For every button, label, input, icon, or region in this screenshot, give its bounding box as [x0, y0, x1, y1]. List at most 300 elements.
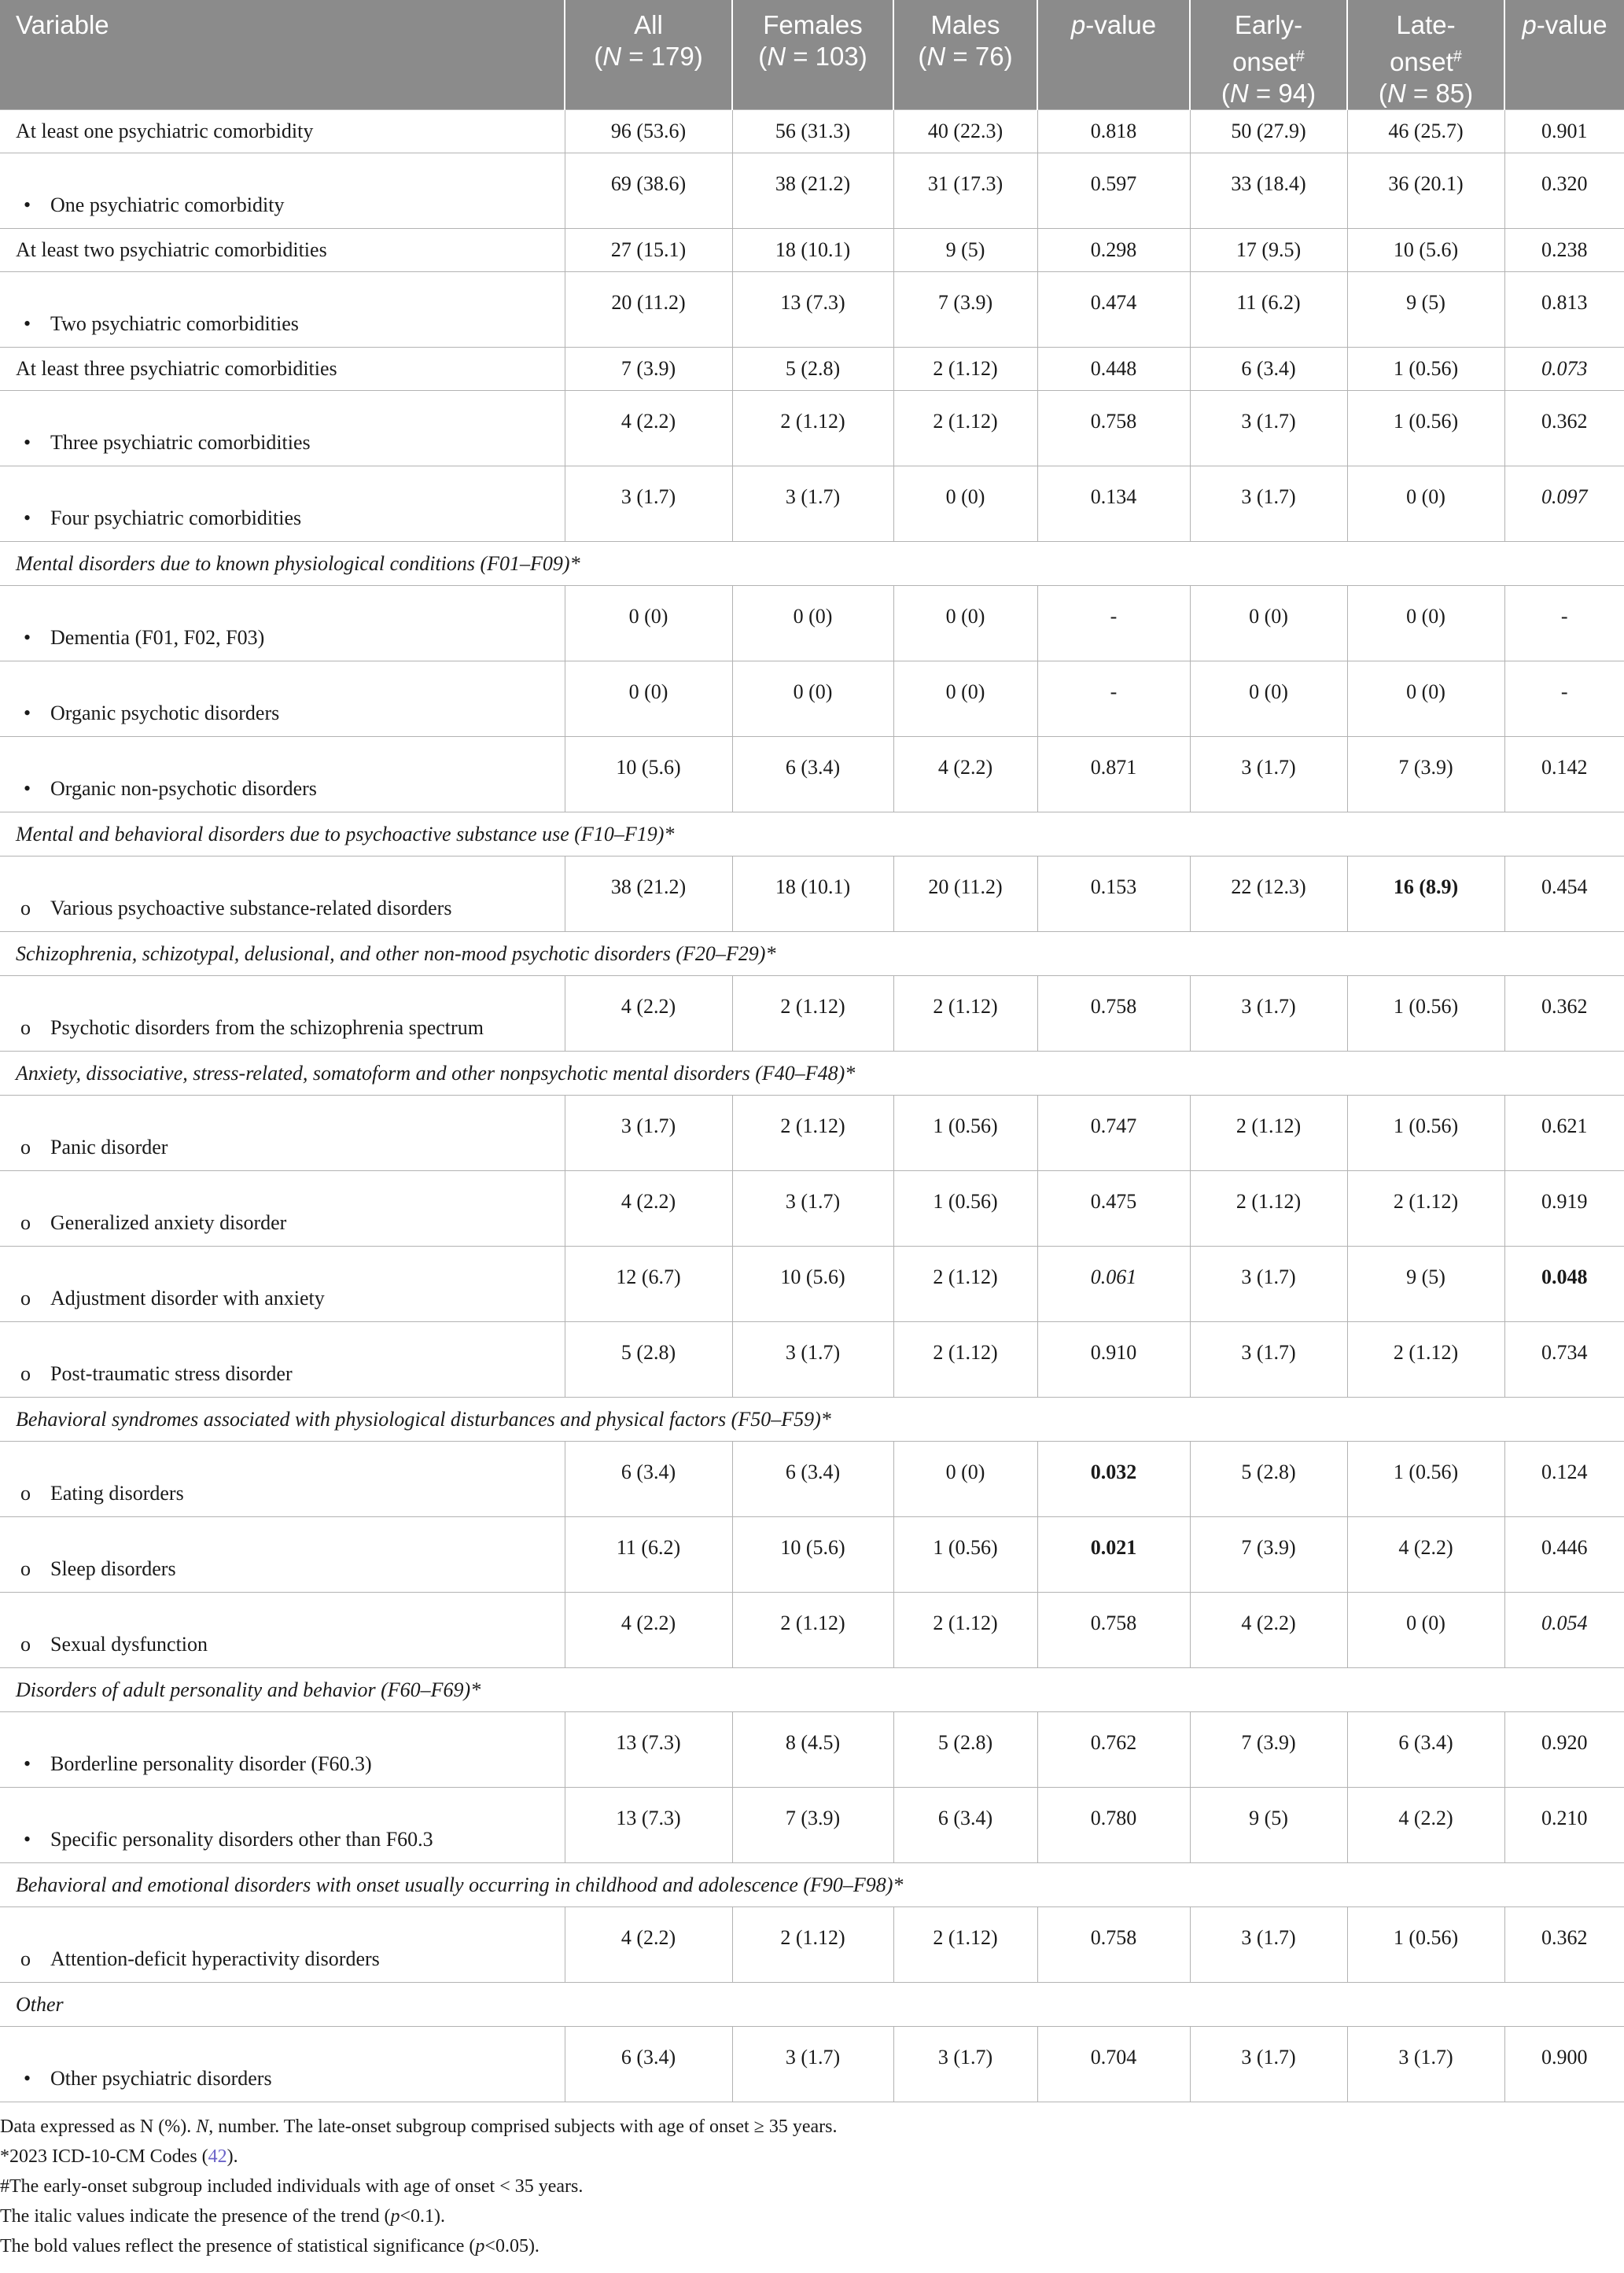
cell-value: 0.475 — [1037, 1171, 1190, 1247]
section-header-row — [0, 1863, 1624, 1907]
row-label — [0, 466, 565, 542]
header-early-n: N — [1229, 79, 1249, 108]
cell-value: 2 (1.12) — [893, 976, 1037, 1052]
table-row — [0, 1171, 1624, 1247]
row-label-text: Panic disorder — [50, 1136, 168, 1159]
cell-value: 6 (3.4) — [893, 1788, 1037, 1863]
cell-value: 12 (6.7) — [565, 1247, 732, 1322]
circle-bullet-icon: o — [20, 1016, 31, 1039]
section-header-row — [0, 1398, 1624, 1442]
cell-value: 13 (7.3) — [565, 1788, 732, 1863]
cell-value: 11 (6.2) — [1190, 272, 1347, 348]
cell-value: 27 (15.1) — [565, 229, 732, 272]
header-late-count: = 85) — [1405, 79, 1474, 108]
footnote-3: #The early-onset subgroup included individuals with age of onset < 35 years. — [0, 2176, 584, 2197]
header-all-count: = 179) — [621, 42, 703, 71]
cell-value: 0.758 — [1037, 1907, 1190, 1983]
cell-value: - — [1504, 586, 1624, 661]
cell-value: 0.134 — [1037, 466, 1190, 542]
cell-value: 69 (38.6) — [565, 153, 732, 229]
table-row — [0, 2027, 1624, 2102]
cell-value: 0 (0) — [565, 586, 732, 661]
cell-value: 0 (0) — [565, 661, 732, 737]
section-title: Mental and behavioral disorders due to psychoactive substance use (F10–F19)* — [0, 812, 1624, 857]
row-label-text: Other psychiatric disorders — [50, 2067, 272, 2090]
cell-value: 1 (0.56) — [893, 1517, 1037, 1593]
header-females-count: = 103) — [786, 42, 867, 71]
cell-value: 11 (6.2) — [565, 1517, 732, 1593]
cell-value: 8 (4.5) — [732, 1712, 893, 1788]
cell-value: - — [1504, 661, 1624, 737]
table-row — [0, 272, 1624, 348]
cell-value: 36 (20.1) — [1347, 153, 1504, 229]
header-row — [0, 0, 1624, 110]
header-p-value-sex — [1037, 0, 1190, 110]
footnote-4: The italic values indicate the presence of the trend (p<0.1). — [0, 2206, 445, 2227]
row-label-text: Two psychiatric comorbidities — [50, 312, 299, 335]
cell-value: 0.298 — [1037, 229, 1190, 272]
section-title: Disorders of adult personality and behavior (F60–F69)* — [0, 1668, 1624, 1712]
header-p1-rest: -value — [1085, 10, 1157, 39]
cell-value: 3 (1.7) — [732, 466, 893, 542]
cell-value: 2 (1.12) — [732, 391, 893, 466]
header-late-line2: onset — [1390, 47, 1453, 76]
row-label-text: Organic non-psychotic disorders — [50, 777, 317, 800]
cell-value: 0.153 — [1037, 857, 1190, 932]
row-label — [0, 1593, 565, 1668]
cell-value: 7 (3.9) — [893, 272, 1037, 348]
row-label — [0, 1096, 565, 1171]
cell-value: 0.597 — [1037, 153, 1190, 229]
cell-value: 9 (5) — [1347, 272, 1504, 348]
header-females-label: Females — [763, 10, 863, 39]
cell-value: 2 (1.12) — [893, 1322, 1037, 1398]
row-label-text: Specific personality disorders other than F60.3 — [50, 1828, 433, 1851]
cell-value: 7 (3.9) — [565, 348, 732, 391]
table-body — [0, 110, 1624, 2102]
cell-value: 50 (27.9) — [1190, 110, 1347, 153]
cell-value: 2 (1.12) — [732, 1907, 893, 1983]
cell-value: 0 (0) — [893, 661, 1037, 737]
header-females: Females (N = 103) — [732, 0, 893, 110]
cell-value: 0.758 — [1037, 976, 1190, 1052]
table-row — [0, 391, 1624, 466]
cell-value: 3 (1.7) — [1190, 1907, 1347, 1983]
cell-value: 0.238 — [1504, 229, 1624, 272]
cell-value: 5 (2.8) — [1190, 1442, 1347, 1517]
cell-value: 5 (2.8) — [893, 1712, 1037, 1788]
table-row — [0, 1517, 1624, 1593]
header-early-onset: Early- onset# (N = 94) — [1190, 0, 1347, 110]
cell-value: 1 (0.56) — [1347, 391, 1504, 466]
cell-value: 3 (1.7) — [1190, 2027, 1347, 2102]
cell-value: 16 (8.9) — [1347, 857, 1504, 932]
cell-value: 6 (3.4) — [565, 1442, 732, 1517]
cell-value: 0.747 — [1037, 1096, 1190, 1171]
row-label — [0, 1171, 565, 1247]
bullet-icon: • — [24, 312, 31, 335]
cell-value: 0.621 — [1504, 1096, 1624, 1171]
cell-value: 0.780 — [1037, 1788, 1190, 1863]
table-row — [0, 466, 1624, 542]
header-early-line1: Early- — [1234, 10, 1303, 39]
cell-value: 0.704 — [1037, 2027, 1190, 2102]
cell-value: 0.446 — [1504, 1517, 1624, 1593]
cell-value: 0 (0) — [1190, 586, 1347, 661]
cell-value: 0.073 — [1504, 348, 1624, 391]
cell-value: 6 (3.4) — [1347, 1712, 1504, 1788]
row-label-text: Sleep disorders — [50, 1557, 176, 1580]
cell-value: 0 (0) — [893, 1442, 1037, 1517]
circle-bullet-icon: o — [20, 1287, 31, 1310]
row-label-text: Generalized anxiety disorder — [50, 1211, 287, 1234]
cell-value: 0.320 — [1504, 153, 1624, 229]
row-label-text: Sexual dysfunction — [50, 1633, 208, 1656]
cell-value: 0.910 — [1037, 1322, 1190, 1398]
section-title: Behavioral and emotional disorders with onset usually occurring in childhood and adolescence (F90–F98)* — [0, 1863, 1624, 1907]
cell-value: - — [1037, 586, 1190, 661]
cell-value: 2 (1.12) — [893, 1247, 1037, 1322]
table-header — [0, 0, 1624, 110]
row-label — [0, 586, 565, 661]
row-label — [0, 1788, 565, 1863]
cell-value: 0.142 — [1504, 737, 1624, 812]
row-label — [0, 153, 565, 229]
cell-value: 2 (1.12) — [893, 1907, 1037, 1983]
cell-value: 2 (1.12) — [1190, 1096, 1347, 1171]
header-early-line2: onset — [1232, 47, 1296, 76]
cell-value: 18 (10.1) — [732, 229, 893, 272]
cell-value: 2 (1.12) — [893, 348, 1037, 391]
bullet-icon: • — [24, 1752, 31, 1775]
header-males-count: = 76) — [945, 42, 1013, 71]
cell-value: 20 (11.2) — [893, 857, 1037, 932]
cell-value: 2 (1.12) — [893, 1593, 1037, 1668]
circle-bullet-icon: o — [20, 1362, 31, 1385]
row-label-text: Post-traumatic stress disorder — [50, 1362, 293, 1385]
reference-link[interactable]: 42 — [208, 2146, 227, 2167]
row-label — [0, 391, 565, 466]
cell-value: 0 (0) — [1347, 661, 1504, 737]
table-row — [0, 1712, 1624, 1788]
cell-value: 0.920 — [1504, 1712, 1624, 1788]
header-all: All (N = 179) — [565, 0, 732, 110]
table-row — [0, 1788, 1624, 1863]
header-late-onset: Late- onset# (N = 85) — [1347, 0, 1504, 110]
header-males-n: N — [926, 42, 946, 71]
cell-value: 40 (22.3) — [893, 110, 1037, 153]
row-label — [0, 737, 565, 812]
cell-value: 0.818 — [1037, 110, 1190, 153]
row-label — [0, 1247, 565, 1322]
cell-value: 0.762 — [1037, 1712, 1190, 1788]
cell-value: 7 (3.9) — [1190, 1517, 1347, 1593]
cell-value: 7 (3.9) — [1190, 1712, 1347, 1788]
row-label-text: Organic psychotic disorders — [50, 702, 280, 724]
cell-value: 0 (0) — [1347, 466, 1504, 542]
cell-value: 56 (31.3) — [732, 110, 893, 153]
row-label — [0, 1907, 565, 1983]
circle-bullet-icon: o — [20, 1482, 31, 1505]
header-late-line1: Late- — [1396, 10, 1456, 39]
footnote-2: *2023 ICD-10-CM Codes (42). — [0, 2146, 238, 2167]
cell-value: 0 (0) — [1347, 586, 1504, 661]
cell-value: 2 (1.12) — [732, 1593, 893, 1668]
cell-value: 0.362 — [1504, 391, 1624, 466]
header-all-n: N — [602, 42, 622, 71]
cell-value: 7 (3.9) — [732, 1788, 893, 1863]
table-row — [0, 857, 1624, 932]
row-label — [0, 1517, 565, 1593]
cell-value: 3 (1.7) — [732, 1171, 893, 1247]
cell-value: 0 (0) — [732, 586, 893, 661]
cell-value: - — [1037, 661, 1190, 737]
row-label — [0, 976, 565, 1052]
cell-value: 3 (1.7) — [1190, 976, 1347, 1052]
cell-value: 1 (0.56) — [893, 1171, 1037, 1247]
section-header-row — [0, 1052, 1624, 1096]
cell-value: 5 (2.8) — [565, 1322, 732, 1398]
bullet-icon: • — [24, 431, 31, 454]
row-label — [0, 1322, 565, 1398]
circle-bullet-icon: o — [20, 1947, 31, 1970]
cell-value: 3 (1.7) — [732, 1322, 893, 1398]
cell-value: 2 (1.12) — [1347, 1322, 1504, 1398]
table-row — [0, 1247, 1624, 1322]
cell-value: 0 (0) — [893, 586, 1037, 661]
cell-value: 0.032 — [1037, 1442, 1190, 1517]
cell-value: 6 (3.4) — [1190, 348, 1347, 391]
row-label — [0, 2027, 565, 2102]
cell-value: 17 (9.5) — [1190, 229, 1347, 272]
section-header-row — [0, 812, 1624, 857]
cell-value: 0.362 — [1504, 1907, 1624, 1983]
cell-value: 1 (0.56) — [893, 1096, 1037, 1171]
cell-value: 3 (1.7) — [893, 2027, 1037, 2102]
cell-value: 38 (21.2) — [732, 153, 893, 229]
cell-value: 0.362 — [1504, 976, 1624, 1052]
cell-value: 9 (5) — [1347, 1247, 1504, 1322]
cell-value: 1 (0.56) — [1347, 1096, 1504, 1171]
section-header-row — [0, 1668, 1624, 1712]
cell-value: 46 (25.7) — [1347, 110, 1504, 153]
row-label — [0, 857, 565, 932]
cell-value: 0.097 — [1504, 466, 1624, 542]
circle-bullet-icon: o — [20, 1211, 31, 1234]
cell-value: 6 (3.4) — [565, 2027, 732, 2102]
row-label — [0, 348, 565, 391]
row-label-text: Eating disorders — [50, 1482, 184, 1505]
row-label-text: At least two psychiatric comorbidities — [16, 238, 327, 261]
cell-value: 10 (5.6) — [732, 1517, 893, 1593]
cell-value: 2 (1.12) — [893, 391, 1037, 466]
cell-value: 6 (3.4) — [732, 1442, 893, 1517]
cell-value: 0.054 — [1504, 1593, 1624, 1668]
cell-value: 4 (2.2) — [565, 1907, 732, 1983]
cell-value: 0.210 — [1504, 1788, 1624, 1863]
section-header-row — [0, 542, 1624, 586]
cell-value: 3 (1.7) — [1190, 737, 1347, 812]
cell-value: 4 (2.2) — [893, 737, 1037, 812]
cell-value: 0.124 — [1504, 1442, 1624, 1517]
cell-value: 0.734 — [1504, 1322, 1624, 1398]
cell-value: 4 (2.2) — [1347, 1788, 1504, 1863]
footnote-5: The bold values reflect the presence of statistical significance (p<0.05). — [0, 2236, 539, 2256]
cell-value: 3 (1.7) — [1190, 1247, 1347, 1322]
table-row — [0, 110, 1624, 153]
header-late-sup: # — [1453, 48, 1462, 65]
table-row — [0, 737, 1624, 812]
bullet-icon: • — [24, 1828, 31, 1851]
bullet-icon: • — [24, 2067, 31, 2090]
table-row — [0, 229, 1624, 272]
cell-value: 3 (1.7) — [1347, 2027, 1504, 2102]
cell-value: 0.061 — [1037, 1247, 1190, 1322]
footnote-1: Data expressed as N (%). N, number. The late-onset subgroup comprised subjects with age of onset ≥ 35 years. — [0, 2116, 838, 2137]
table-row — [0, 348, 1624, 391]
cell-value: 20 (11.2) — [565, 272, 732, 348]
cell-value: 0.758 — [1037, 1593, 1190, 1668]
cell-value: 3 (1.7) — [1190, 1322, 1347, 1398]
bullet-icon: • — [24, 777, 31, 800]
header-late-n: N — [1386, 79, 1406, 108]
cell-value: 2 (1.12) — [732, 1096, 893, 1171]
cell-value: 38 (21.2) — [565, 857, 732, 932]
cell-value: 4 (2.2) — [565, 1593, 732, 1668]
section-header-row — [0, 1983, 1624, 2027]
cell-value: 0 (0) — [893, 466, 1037, 542]
row-label-text: Attention-deficit hyperactivity disorders — [50, 1947, 380, 1970]
row-label — [0, 110, 565, 153]
header-variable — [0, 0, 565, 110]
table-row — [0, 1096, 1624, 1171]
section-title: Behavioral syndromes associated with physiological disturbances and physical factors (F50–F59)* — [0, 1398, 1624, 1442]
row-label-text: At least one psychiatric comorbidity — [16, 120, 314, 142]
bullet-icon: • — [24, 193, 31, 216]
header-p-value-onset — [1504, 0, 1624, 110]
cell-value: 0 (0) — [1347, 1593, 1504, 1668]
table-row — [0, 1322, 1624, 1398]
row-label — [0, 1712, 565, 1788]
cell-value: 10 (5.6) — [565, 737, 732, 812]
cell-value: 0.454 — [1504, 857, 1624, 932]
circle-bullet-icon: o — [20, 1557, 31, 1580]
cell-value: 1 (0.56) — [1347, 976, 1504, 1052]
table-footnotes — [0, 2102, 1624, 2261]
cell-value: 7 (3.9) — [1347, 737, 1504, 812]
bullet-icon: • — [24, 507, 31, 529]
header-p2-rest: -value — [1536, 10, 1607, 39]
row-label — [0, 272, 565, 348]
cell-value: 96 (53.6) — [565, 110, 732, 153]
table-row — [0, 976, 1624, 1052]
cell-value: 22 (12.3) — [1190, 857, 1347, 932]
cell-value: 3 (1.7) — [732, 2027, 893, 2102]
cell-value: 6 (3.4) — [732, 737, 893, 812]
header-variable-text: Variable — [16, 10, 109, 39]
table-row — [0, 1593, 1624, 1668]
row-label-text: Borderline personality disorder (F60.3) — [50, 1752, 372, 1775]
header-males: Males (N = 76) — [893, 0, 1037, 110]
bullet-icon: • — [24, 702, 31, 724]
table-row — [0, 1907, 1624, 1983]
cell-value: 0.900 — [1504, 2027, 1624, 2102]
row-label — [0, 1442, 565, 1517]
cell-value: 4 (2.2) — [565, 976, 732, 1052]
table-row — [0, 586, 1624, 661]
header-p1-p: p — [1070, 10, 1086, 39]
row-label-text: At least three psychiatric comorbidities — [16, 357, 337, 380]
cell-value: 0 (0) — [732, 661, 893, 737]
cell-value: 2 (1.12) — [732, 976, 893, 1052]
section-title: Anxiety, dissociative, stress-related, somatoform and other nonpsychotic mental disorders (F40–F48)* — [0, 1052, 1624, 1096]
cell-value: 10 (5.6) — [732, 1247, 893, 1322]
cell-value: 0.448 — [1037, 348, 1190, 391]
cell-value: 2 (1.12) — [1190, 1171, 1347, 1247]
table-row — [0, 661, 1624, 737]
cell-value: 0.813 — [1504, 272, 1624, 348]
header-p2-p: p — [1522, 10, 1537, 39]
row-label-text: One psychiatric comorbidity — [50, 193, 285, 216]
cell-value: 0.021 — [1037, 1517, 1190, 1593]
circle-bullet-icon: o — [20, 1633, 31, 1656]
cell-value: 31 (17.3) — [893, 153, 1037, 229]
cell-value: 0.474 — [1037, 272, 1190, 348]
section-title: Mental disorders due to known physiological conditions (F01–F09)* — [0, 542, 1624, 586]
row-label-text: Various psychoactive substance-related disorders — [50, 897, 452, 919]
header-females-n: N — [767, 42, 786, 71]
cell-value: 1 (0.56) — [1347, 1907, 1504, 1983]
cell-value: 0.758 — [1037, 391, 1190, 466]
cell-value: 0 (0) — [1190, 661, 1347, 737]
table-row — [0, 1442, 1624, 1517]
cell-value: 13 (7.3) — [565, 1712, 732, 1788]
row-label-text: Three psychiatric comorbidities — [50, 431, 311, 454]
header-early-count: = 94) — [1248, 79, 1317, 108]
cell-value: 3 (1.7) — [1190, 391, 1347, 466]
cell-value: 2 (1.12) — [1347, 1171, 1504, 1247]
row-label-text: Four psychiatric comorbidities — [50, 507, 302, 529]
section-header-row — [0, 932, 1624, 976]
section-title: Schizophrenia, schizotypal, delusional, and other non-mood psychotic disorders (F20–F29)* — [0, 932, 1624, 976]
cell-value: 3 (1.7) — [1190, 466, 1347, 542]
cell-value: 4 (2.2) — [1347, 1517, 1504, 1593]
cell-value: 10 (5.6) — [1347, 229, 1504, 272]
header-early-sup: # — [1295, 48, 1305, 65]
cell-value: 18 (10.1) — [732, 857, 893, 932]
cell-value: 4 (2.2) — [1190, 1593, 1347, 1668]
cell-value: 0.048 — [1504, 1247, 1624, 1322]
row-label — [0, 229, 565, 272]
circle-bullet-icon: o — [20, 1136, 31, 1159]
row-label — [0, 661, 565, 737]
cell-value: 1 (0.56) — [1347, 1442, 1504, 1517]
cell-value: 5 (2.8) — [732, 348, 893, 391]
cell-value: 0.901 — [1504, 110, 1624, 153]
cell-value: 3 (1.7) — [565, 1096, 732, 1171]
table-row — [0, 153, 1624, 229]
header-males-label: Males — [930, 10, 1000, 39]
cell-value: 33 (18.4) — [1190, 153, 1347, 229]
circle-bullet-icon: o — [20, 897, 31, 919]
cell-value: 4 (2.2) — [565, 391, 732, 466]
cell-value: 9 (5) — [1190, 1788, 1347, 1863]
cell-value: 9 (5) — [893, 229, 1037, 272]
row-label-text: Adjustment disorder with anxiety — [50, 1287, 325, 1310]
row-label-text: Dementia (F01, F02, F03) — [50, 626, 265, 649]
bullet-icon: • — [24, 626, 31, 649]
header-all-label: All — [634, 10, 663, 39]
